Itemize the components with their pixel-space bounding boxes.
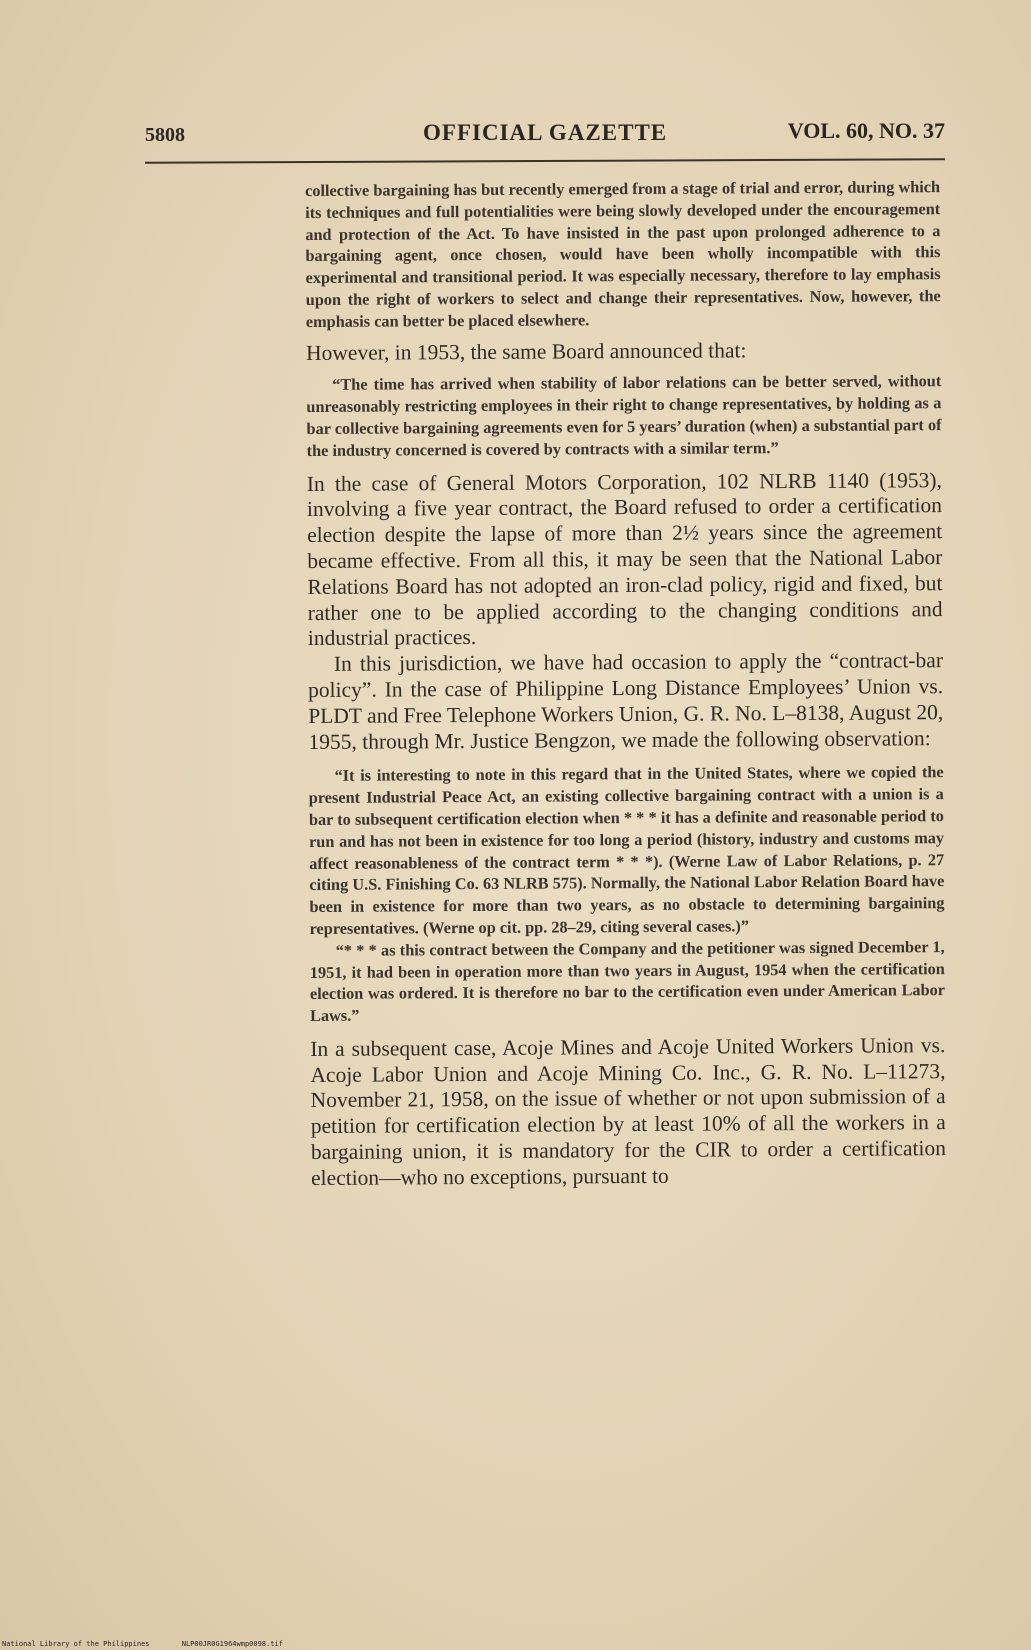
running-title: OFFICIAL GAZETTE	[423, 120, 668, 145]
volume-number: VOL. 60, NO. 37	[787, 118, 945, 143]
body-text	[305, 176, 946, 1192]
scan-footer	[2, 1640, 311, 1648]
page-header	[145, 116, 945, 152]
paragraph-general-motors: In the case of General Motors Corporation, 102 NLRB 1140 (1953), involving a five year contract, the Board refused to order a certification election despite the lapse of more than 2½ years since the agreement became effective. From all this, it may be seen that the National Labor Relations Board has not adopted an iron-clad policy, rigid and fixed, but rather one to be applied according to the changing conditions and industrial practices.	[306, 467, 943, 651]
block-quote-pldt-1: “It is interesting to note in this regard that in the United States, where we copied the present Industrial Peace Act, an existing collective bargaining contract with a union is a bar to subsequent certification election when * * * it has a definite and reasonable period to run and has not been in existence for too long a period (history, industry and customs may affect reasonableness of the contract term * * *). (Werne Law of Labor Relations, p. 27 citing U.S. Finishing Co. 63 NLRB 575). Normally, the National Labor Relation Board have been in existence for more than two years, as no obstacle to determining bargaining representatives. (Werne op cit. pp. 28–29, citing several cases.)”	[308, 762, 945, 938]
block-quote-nlrb-1: collective bargaining has but recently emerged from a stage of trial and error, during which its techniques and full potentialities were being slowly developed under the encouragement and protection of the Act. To have insisted in the past upon prolonged adherence to a bargaining agent, once chosen, would have been wholly incompatible with this experimental and transitional period. It was especially necessary, therefore to lay emphasis upon the right of workers to select and change their representatives. Now, however, the emphasis can better be placed elsewhere.	[305, 177, 941, 331]
block-quote-nlrb-1953: “The time has arrived when stability of labor relations can be better served, without unreasonably restricting employees in their right to change representatives, by holding as a bar collective bargaining agreements even for 5 years’ duration (when) a substantial part of the industry concerned is covered by contracts with a similar term.”	[306, 371, 942, 460]
page-number: 5808	[145, 124, 185, 146]
footer-filename: NLP00JR0G1964wmp0098.tif	[181, 1640, 283, 1648]
paragraph-contract-bar: In this jurisdiction, we have had occasion to apply the “contract-bar policy”. In the case of Philippine Long Distance Employees’ Union vs. PLDT and Free Telephone Workers Union, G. R. No. L–8138, August 20, 1955, through Mr. Justice Bengzon, we made the following observation:	[308, 648, 944, 754]
paragraph-1953-board: However, in 1953, the same Board announced that:	[305, 337, 747, 365]
block-quote-pldt-2: “* * * as this contract between the Company and the petitioner was signed December 1, 1951, it had been in operation more than two years in August, 1954 when the certification election was ordered. It is therefore no bar to the certification even under American Labor Laws.”	[309, 936, 946, 1026]
paragraph-acoje: In a subsequent case, Acoje Mines and Acoje United Workers Union vs. Acoje Labor Union and Acoje Mining Co. Inc., G. R. No. L–11273, November 21, 1958, on the issue of whether or not upon submission of a petition for certification election by at least 10% of all the workers in a bargaining union, it is mandatory for the CIR to order a certification election—who no exceptions, pursuant to	[310, 1032, 946, 1190]
footer-library: National Library of the Philippines	[2, 1640, 150, 1648]
